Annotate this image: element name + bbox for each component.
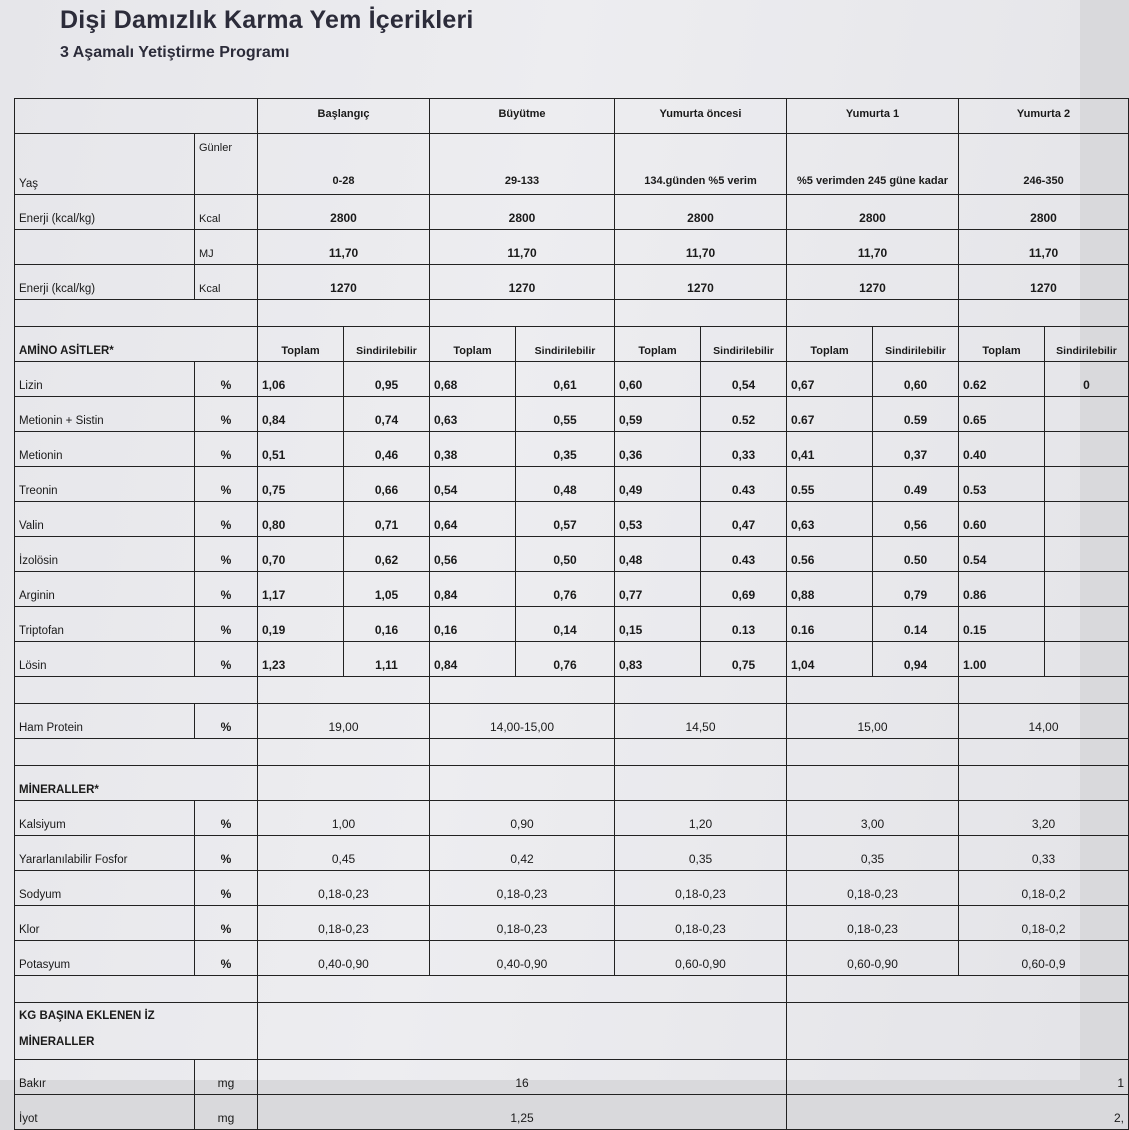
row-unit: % xyxy=(195,906,258,941)
separator-cell xyxy=(258,677,430,704)
table-row xyxy=(15,397,1129,432)
separator-cell xyxy=(615,300,787,327)
row-label: Enerji (kcal/kg) xyxy=(15,265,195,300)
mineral-value: 0,18-0,23 xyxy=(787,906,959,941)
separator-cell xyxy=(959,766,1129,801)
row-unit: % xyxy=(195,941,258,976)
trace-value-2: 1 xyxy=(787,1060,1129,1095)
amino-value: 0,64 xyxy=(430,502,516,537)
separator-cell xyxy=(959,739,1129,766)
table-row xyxy=(15,572,1129,607)
mineral-value: 3,00 xyxy=(787,801,959,836)
amino-value xyxy=(1045,397,1129,432)
amino-value: 0,83 xyxy=(615,642,701,677)
col-digestible-header: Sindirilebilir xyxy=(1045,327,1129,362)
mineral-value: 0,18-0,23 xyxy=(430,871,615,906)
amino-name: İzolösin xyxy=(15,537,195,572)
table-row xyxy=(15,642,1129,677)
mineral-value: 0,18-0,23 xyxy=(787,871,959,906)
mineral-value: 0,40-0,90 xyxy=(258,941,430,976)
amino-value: 0.49 xyxy=(873,467,959,502)
amino-value: 0 xyxy=(1045,362,1129,397)
table-row xyxy=(15,432,1129,467)
mineral-value: 0,33 xyxy=(959,836,1129,871)
mineral-name: Kalsiyum xyxy=(15,801,195,836)
amino-value: 0,37 xyxy=(873,432,959,467)
table-row xyxy=(15,1060,1129,1095)
amino-value: 0,77 xyxy=(615,572,701,607)
protein-value: 14,00-15,00 xyxy=(430,704,615,739)
mineral-value: 1,20 xyxy=(615,801,787,836)
amino-value: 0.65 xyxy=(959,397,1045,432)
col-total-header: Toplam xyxy=(615,327,701,362)
header-blank xyxy=(15,99,258,134)
amino-value: 0.43 xyxy=(701,537,787,572)
amino-value: 0.67 xyxy=(787,397,873,432)
row-unit: Kcal xyxy=(195,195,258,230)
amino-value: 0,48 xyxy=(516,467,615,502)
age-value: 29-133 xyxy=(430,134,615,195)
row-unit: MJ xyxy=(195,230,258,265)
separator-cell xyxy=(15,300,258,327)
row-unit: % xyxy=(195,502,258,537)
col-total-header: Toplam xyxy=(430,327,516,362)
amino-value: 0.54 xyxy=(959,537,1045,572)
energy-value: 1270 xyxy=(615,265,787,300)
col-total-header: Toplam xyxy=(959,327,1045,362)
table-row xyxy=(15,195,1129,230)
amino-value: 0,16 xyxy=(430,607,516,642)
amino-value: 0,63 xyxy=(787,502,873,537)
phase-header: Büyütme xyxy=(430,99,615,134)
age-value: 0-28 xyxy=(258,134,430,195)
table-row xyxy=(15,134,1129,195)
row-unit: % xyxy=(195,362,258,397)
amino-value: 0,41 xyxy=(787,432,873,467)
trace-name: Bakır xyxy=(15,1060,195,1095)
row-unit: % xyxy=(195,836,258,871)
feed-table xyxy=(14,98,1129,1130)
amino-value: 0,46 xyxy=(344,432,430,467)
energy-value: 11,70 xyxy=(430,230,615,265)
table-row xyxy=(15,941,1129,976)
row-unit: % xyxy=(195,537,258,572)
amino-value: 0,55 xyxy=(516,397,615,432)
row-unit: % xyxy=(195,467,258,502)
energy-value: 2800 xyxy=(615,195,787,230)
energy-value: 1270 xyxy=(258,265,430,300)
amino-name: Valin xyxy=(15,502,195,537)
amino-name: Metionin xyxy=(15,432,195,467)
amino-value: 0.62 xyxy=(959,362,1045,397)
amino-value: 0,75 xyxy=(258,467,344,502)
amino-value: 0,56 xyxy=(430,537,516,572)
amino-value: 0,47 xyxy=(701,502,787,537)
amino-value: 1,23 xyxy=(258,642,344,677)
amino-value: 0,54 xyxy=(701,362,787,397)
table-row xyxy=(15,537,1129,572)
mineral-value: 0,40-0,90 xyxy=(430,941,615,976)
table-row xyxy=(15,99,1129,134)
amino-value: 0,56 xyxy=(873,502,959,537)
row-unit: % xyxy=(195,397,258,432)
protein-name: Ham Protein xyxy=(15,704,195,739)
amino-value xyxy=(1045,642,1129,677)
mineral-value: 0,18-0,23 xyxy=(615,871,787,906)
table-row xyxy=(15,502,1129,537)
mineral-name: Yararlanılabilir Fosfor xyxy=(15,836,195,871)
amino-value: 0,51 xyxy=(258,432,344,467)
row-unit: % xyxy=(195,801,258,836)
amino-value: 0.43 xyxy=(701,467,787,502)
table-row xyxy=(15,906,1129,941)
amino-value: 0,68 xyxy=(430,362,516,397)
trace-header-line2: MİNERALLER xyxy=(19,1036,95,1048)
amino-value: 0.13 xyxy=(701,607,787,642)
separator-cell xyxy=(787,677,959,704)
table-row xyxy=(15,1095,1129,1130)
separator-cell xyxy=(258,976,787,1003)
amino-value xyxy=(1045,432,1129,467)
energy-value: 2800 xyxy=(787,195,959,230)
amino-value: 0,19 xyxy=(258,607,344,642)
energy-value: 11,70 xyxy=(959,230,1129,265)
row-unit: Kcal xyxy=(195,265,258,300)
amino-value: 0.55 xyxy=(787,467,873,502)
mineral-value: 0,18-0,23 xyxy=(430,906,615,941)
mineral-value: 1,00 xyxy=(258,801,430,836)
amino-value: 0.16 xyxy=(787,607,873,642)
amino-value: 0,38 xyxy=(430,432,516,467)
amino-value: 0,59 xyxy=(615,397,701,432)
col-digestible-header: Sindirilebilir xyxy=(344,327,430,362)
amino-value: 0,70 xyxy=(258,537,344,572)
table-row xyxy=(15,766,1129,801)
amino-value: 0,84 xyxy=(430,642,516,677)
energy-value: 2800 xyxy=(430,195,615,230)
amino-value: 0.40 xyxy=(959,432,1045,467)
amino-value: 0,62 xyxy=(344,537,430,572)
trace-value: 1,25 xyxy=(258,1095,787,1130)
trace-name: İyot xyxy=(15,1095,195,1130)
table-row xyxy=(15,327,1129,362)
mineral-name: Klor xyxy=(15,906,195,941)
amino-name: Metionin + Sistin xyxy=(15,397,195,432)
table-row xyxy=(15,836,1129,871)
table-row xyxy=(15,607,1129,642)
phase-header: Yumurta 1 xyxy=(787,99,959,134)
amino-name: Arginin xyxy=(15,572,195,607)
amino-value: 0,16 xyxy=(344,607,430,642)
trace-value: 16 xyxy=(258,1060,787,1095)
col-digestible-header: Sindirilebilir xyxy=(516,327,615,362)
table-row xyxy=(15,467,1129,502)
amino-value: 0,14 xyxy=(516,607,615,642)
amino-value: 1,04 xyxy=(787,642,873,677)
row-unit: Günler xyxy=(195,134,258,195)
amino-value: 0,67 xyxy=(787,362,873,397)
amino-value: 0,95 xyxy=(344,362,430,397)
amino-value: 0,50 xyxy=(516,537,615,572)
amino-name: Lizin xyxy=(15,362,195,397)
amino-value: 0,84 xyxy=(430,572,516,607)
separator-cell xyxy=(787,766,959,801)
row-unit: % xyxy=(195,704,258,739)
amino-value: 1,05 xyxy=(344,572,430,607)
amino-value: 1,17 xyxy=(258,572,344,607)
amino-value: 0.86 xyxy=(959,572,1045,607)
mineral-value: 0,18-0,23 xyxy=(258,906,430,941)
row-label: Yaş xyxy=(15,134,195,195)
table-row xyxy=(15,362,1129,397)
row-unit: % xyxy=(195,607,258,642)
row-unit: % xyxy=(195,642,258,677)
energy-value: 1270 xyxy=(959,265,1129,300)
table-row xyxy=(15,704,1129,739)
protein-value: 14,50 xyxy=(615,704,787,739)
row-unit: mg xyxy=(195,1060,258,1095)
protein-value: 15,00 xyxy=(787,704,959,739)
amino-value: 0,84 xyxy=(258,397,344,432)
table-row xyxy=(15,976,1129,1003)
mineral-value: 0,45 xyxy=(258,836,430,871)
separator-cell xyxy=(787,300,959,327)
energy-value: 11,70 xyxy=(258,230,430,265)
amino-value xyxy=(1045,572,1129,607)
mineral-value: 0,42 xyxy=(430,836,615,871)
phase-header: Yumurta öncesi xyxy=(615,99,787,134)
separator-cell xyxy=(787,1003,1129,1060)
separator-cell xyxy=(15,739,258,766)
amino-value: 0,76 xyxy=(516,642,615,677)
separator-cell xyxy=(615,739,787,766)
table-row xyxy=(15,871,1129,906)
amino-value: 0,60 xyxy=(615,362,701,397)
row-label xyxy=(15,230,195,265)
energy-value: 2800 xyxy=(959,195,1129,230)
amino-value: 0.56 xyxy=(787,537,873,572)
col-digestible-header: Sindirilebilir xyxy=(701,327,787,362)
mineral-value: 0,60-0,90 xyxy=(615,941,787,976)
amino-value: 0.60 xyxy=(959,502,1045,537)
amino-value: 0,49 xyxy=(615,467,701,502)
table-row xyxy=(15,801,1129,836)
mineral-value: 0,18-0,2 xyxy=(959,906,1129,941)
energy-value: 2800 xyxy=(258,195,430,230)
separator-cell xyxy=(959,677,1129,704)
table-row xyxy=(15,265,1129,300)
amino-value: 0.15 xyxy=(959,607,1045,642)
energy-value: 11,70 xyxy=(787,230,959,265)
mineral-value: 0,60-0,90 xyxy=(787,941,959,976)
separator-cell xyxy=(430,739,615,766)
amino-value: 0,33 xyxy=(701,432,787,467)
energy-value: 1270 xyxy=(787,265,959,300)
amino-header: AMİNO ASİTLER* xyxy=(15,327,258,362)
row-unit: mg xyxy=(195,1095,258,1130)
separator-cell xyxy=(787,976,1129,1003)
col-total-header: Toplam xyxy=(258,327,344,362)
amino-value: 0,88 xyxy=(787,572,873,607)
amino-value xyxy=(1045,537,1129,572)
amino-value: 0,74 xyxy=(344,397,430,432)
table-row xyxy=(15,300,1129,327)
amino-value: 0,69 xyxy=(701,572,787,607)
phase-header: Yumurta 2 xyxy=(959,99,1129,134)
table-row xyxy=(15,230,1129,265)
separator-cell xyxy=(258,1003,787,1060)
amino-value: 0,60 xyxy=(873,362,959,397)
amino-value xyxy=(1045,607,1129,642)
amino-value: 1,11 xyxy=(344,642,430,677)
mineral-value: 0,18-0,2 xyxy=(959,871,1129,906)
amino-value: 1,06 xyxy=(258,362,344,397)
amino-value: 0.50 xyxy=(873,537,959,572)
phase-header: Başlangıç xyxy=(258,99,430,134)
amino-value xyxy=(1045,502,1129,537)
table-row xyxy=(15,739,1129,766)
amino-value: 0,36 xyxy=(615,432,701,467)
row-unit: % xyxy=(195,572,258,607)
amino-value: 0,71 xyxy=(344,502,430,537)
page-subtitle: 3 Aşamalı Yetiştirme Programı xyxy=(60,44,290,61)
row-label: Enerji (kcal/kg) xyxy=(15,195,195,230)
age-value: 246-350 xyxy=(959,134,1129,195)
amino-value: 0,53 xyxy=(615,502,701,537)
amino-value: 0,80 xyxy=(258,502,344,537)
mineral-value: 0,35 xyxy=(787,836,959,871)
amino-value: 0.53 xyxy=(959,467,1045,502)
mineral-name: Potasyum xyxy=(15,941,195,976)
amino-value: 0,94 xyxy=(873,642,959,677)
mineral-value: 0,35 xyxy=(615,836,787,871)
mineral-value: 0,90 xyxy=(430,801,615,836)
amino-value: 0.52 xyxy=(701,397,787,432)
age-value: 134.günden %5 verim xyxy=(615,134,787,195)
minerals-header: MİNERALLER* xyxy=(15,766,258,801)
row-unit: % xyxy=(195,871,258,906)
amino-value: 0,61 xyxy=(516,362,615,397)
amino-value: 0,66 xyxy=(344,467,430,502)
amino-name: Treonin xyxy=(15,467,195,502)
amino-value: 0,35 xyxy=(516,432,615,467)
mineral-value: 0,18-0,23 xyxy=(615,906,787,941)
mineral-value: 3,20 xyxy=(959,801,1129,836)
separator-cell xyxy=(430,766,615,801)
amino-value: 0,54 xyxy=(430,467,516,502)
separator-cell xyxy=(15,677,258,704)
amino-value: 0,63 xyxy=(430,397,516,432)
amino-name: Triptofan xyxy=(15,607,195,642)
col-digestible-header: Sindirilebilir xyxy=(873,327,959,362)
mineral-value: 0,18-0,23 xyxy=(258,871,430,906)
separator-cell xyxy=(615,766,787,801)
separator-cell xyxy=(258,766,430,801)
col-total-header: Toplam xyxy=(787,327,873,362)
mineral-value: 0,60-0,9 xyxy=(959,941,1129,976)
amino-value: 0,15 xyxy=(615,607,701,642)
energy-value: 11,70 xyxy=(615,230,787,265)
trace-header xyxy=(15,1003,258,1060)
separator-cell xyxy=(430,300,615,327)
row-unit: % xyxy=(195,432,258,467)
separator-cell xyxy=(430,677,615,704)
age-value: %5 verimden 245 güne kadar xyxy=(787,134,959,195)
amino-value: 0,76 xyxy=(516,572,615,607)
separator-cell xyxy=(15,976,258,1003)
table-row xyxy=(15,1003,1129,1060)
amino-value: 0,57 xyxy=(516,502,615,537)
amino-name: Lösin xyxy=(15,642,195,677)
protein-value: 19,00 xyxy=(258,704,430,739)
page-title: Dişi Damızlık Karma Yem İçerikleri xyxy=(60,6,474,34)
protein-value: 14,00 xyxy=(959,704,1129,739)
amino-value xyxy=(1045,467,1129,502)
separator-cell xyxy=(258,300,430,327)
amino-value: 1.00 xyxy=(959,642,1045,677)
amino-value: 0,75 xyxy=(701,642,787,677)
table-row xyxy=(15,677,1129,704)
trace-header-line1: KG BAŞINA EKLENEN İZ xyxy=(19,1010,155,1022)
amino-value: 0,79 xyxy=(873,572,959,607)
energy-value: 1270 xyxy=(430,265,615,300)
trace-value-2: 2, xyxy=(787,1095,1129,1130)
amino-value: 0,48 xyxy=(615,537,701,572)
mineral-name: Sodyum xyxy=(15,871,195,906)
amino-value: 0.59 xyxy=(873,397,959,432)
separator-cell xyxy=(959,300,1129,327)
separator-cell xyxy=(615,677,787,704)
amino-value: 0.14 xyxy=(873,607,959,642)
separator-cell xyxy=(258,739,430,766)
separator-cell xyxy=(787,739,959,766)
